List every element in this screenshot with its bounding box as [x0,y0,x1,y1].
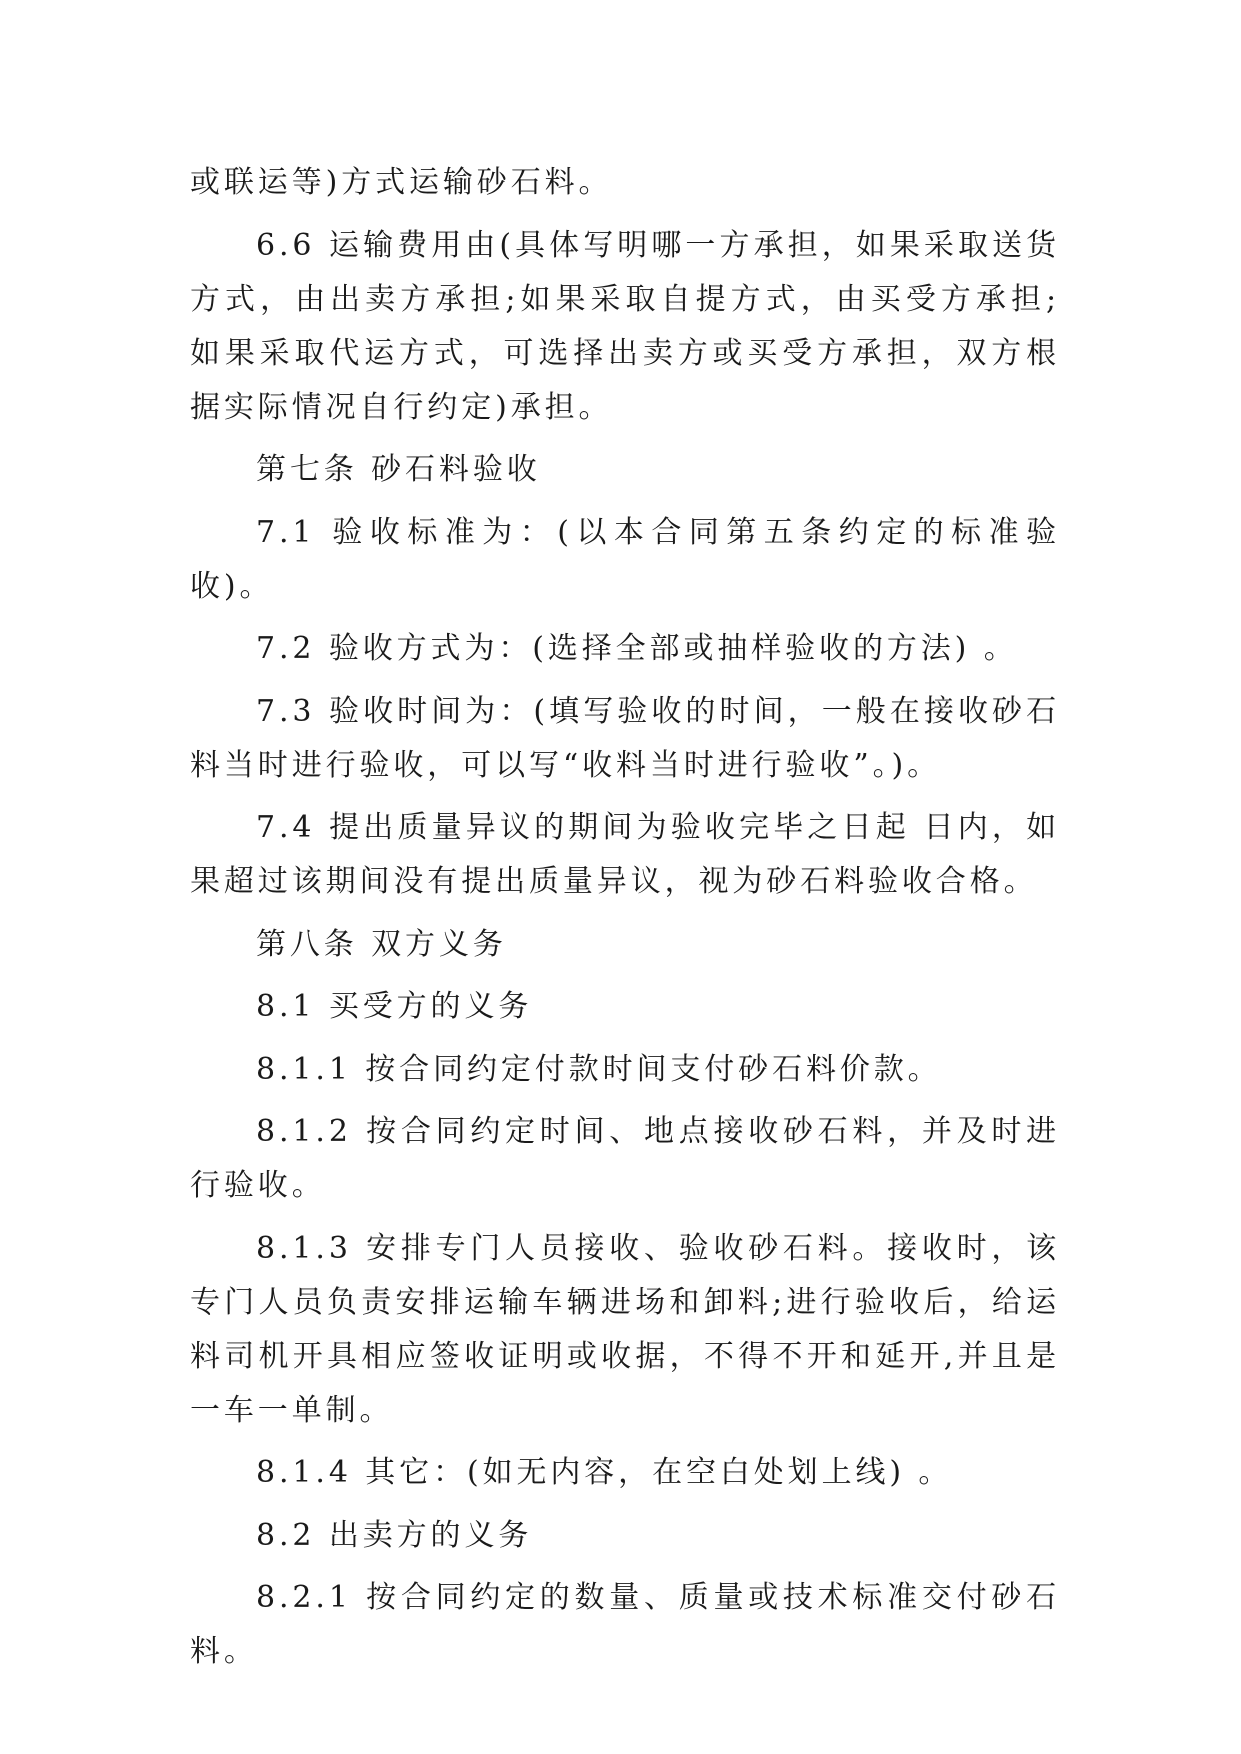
paragraph-continuation: 或联运等)方式运输砂石料。 [190,165,613,200]
section-heading-article-8: 第八条 双方义务 [256,926,507,962]
paragraph-8-1: 8.1 买受方的义务 [256,989,533,1024]
paragraph-8-2: 8.2 出卖方的义务 [256,1517,533,1553]
paragraph-8-1-2: 8.1.2 按合同约定时间、地点接收砂石料，并及时进行验收。 [190,1114,1060,1203]
paragraph-7-1: 7.1 验收标准为：(以本合同第五条约定的标准验收)。 [190,514,1060,604]
document-body [190,156,1060,1688]
paragraph-6-6: 6.6 运输费用由(具体写明哪一方承担，如果采取送货方式，由出卖方承担;如果采取自提方式，由买受方承担;如果采取代运方式，可选择出卖方或买受方承担，双方根据实际情况自行约定)承担。 [190,227,1060,425]
paragraph-8-1-1: 8.1.1 按合同约定付款时间支付砂石料价款。 [256,1051,942,1087]
paragraph-7-4: 7.4 提出质量异议的期间为验收完毕之日起 日内，如果超过该期间没有提出质量异议，视为砂石料验收合格。 [190,810,1060,899]
paragraph-7-3: 7.3 验收时间为：(填写验收的时间，一般在接收砂石料当时进行验收，可以写“收料当时进行验收”。)。 [190,693,1060,783]
paragraph-8-1-4: 8.1.4 其它：(如无内容，在空白处划上线) 。 [256,1455,953,1490]
section-heading-article-7: 第七条 砂石料验收 [256,452,541,487]
paragraph-8-2-1: 8.2.1 按合同约定的数量、质量或技术标准交付砂石料。 [190,1580,1060,1669]
paragraph-7-2: 7.2 验收方式为：(选择全部或抽样验收的方法) 。 [256,631,1018,666]
paragraph-8-1-3: 8.1.3 安排专门人员接收、验收砂石料。接收时，该专门人员负责安排运输车辆进场和卸料;进行验收后，给运料司机开具相应签收证明或收据，不得不开和延开,并且是一车一单制。 [190,1230,1060,1428]
